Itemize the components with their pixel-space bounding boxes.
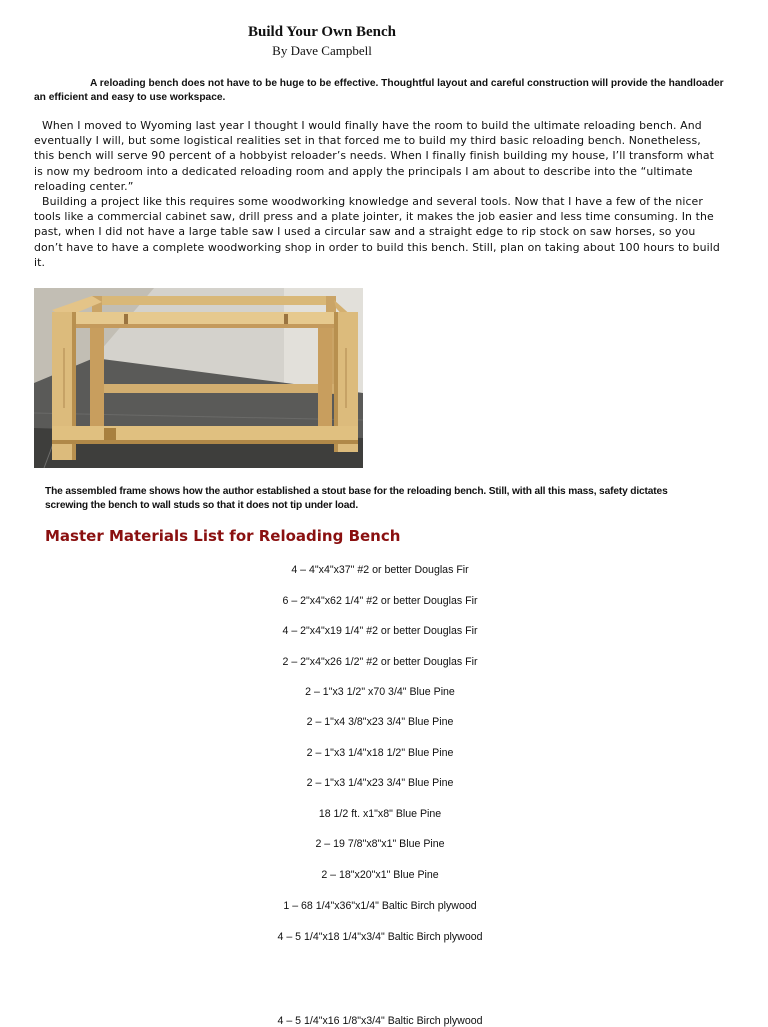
material-item: 18 1/2 ft. x1"x8" Blue Pine (318, 808, 442, 820)
material-item: 2 – 19 7/8"x8"x1" Blue Pine (315, 838, 445, 850)
material-item: 2 – 1"x4 3/8"x23 3/4" Blue Pine (306, 716, 454, 728)
body-paragraph: Building a project like this requires some woodworking knowledge and several tools. Now that I have a few of the nicer tools like a commercial cabinet saw, drill press and a plate jointer, it makes the job easier and less time consuming. In the past, when I did not have a large table saw I used a circular saw and a straight edge to rip stock on saw horses, so you don’t have to have a complete woodworking shop in order to build this bench. Still, plan on taking about 100 hours to build it. (34, 195, 720, 269)
article-intro: A reloading bench does not have to be huge to be effective. Thoughtful layout and careful construction will provide the handloader an efficient and easy to use workspace. (34, 78, 724, 103)
material-item: 4 – 4"x4"x37" #2 or better Douglas Fir (291, 564, 469, 576)
material-item: 2 – 1"x3 1/4"x18 1/2" Blue Pine (306, 747, 454, 759)
bench-frame-illustration (34, 288, 363, 468)
material-item: 2 – 18"x20"x1" Blue Pine (321, 869, 439, 881)
material-item: 4 – 2"x4"x19 1/4" #2 or better Douglas Fir (282, 625, 478, 637)
article-byline: By Dave Campbell (272, 43, 372, 58)
article-body (34, 118, 724, 270)
material-item: 2 – 2"x4"x26 1/2" #2 or better Douglas Fir (282, 656, 478, 668)
photo-caption: The assembled frame shows how the author established a stout base for the reloading bench. Still, with all this mass, safety dictates screwing the bench to wall studs so that it does not tip under load. (45, 486, 668, 511)
material-item: 2 – 1"x3 1/2" x70 3/4" Blue Pine (305, 686, 455, 698)
bench-frame-photo (34, 288, 363, 468)
material-item: 4 – 5 1/4"x18 1/4"x3/4" Baltic Birch plywood (277, 931, 483, 943)
material-item: 1 – 68 1/4"x36"x1/4" Baltic Birch plywood (283, 900, 477, 912)
material-item: 4 – 5 1/4"x16 1/8"x3/4" Baltic Birch plywood (277, 1015, 483, 1027)
material-item: 6 – 2"x4"x62 1/4" #2 or better Douglas Fir (282, 595, 478, 607)
article-title: Build Your Own Bench (248, 24, 396, 40)
material-item: 2 – 1"x3 1/4"x23 3/4" Blue Pine (306, 777, 454, 789)
body-paragraph: When I moved to Wyoming last year I thought I would finally have the room to build the ultimate reloading bench. And eventually I will, but some logistical realities set in that forced me to build my third basic reloading bench. Nonetheless, this bench will serve 90 percent of a hobbyist reloader’s needs. When I finally finish building my house, I’ll transform what is now my bedroom into a dedicated reloading room and apply the principals I am about to describe into the “ultimate reloading center.” (34, 119, 715, 193)
materials-heading: Master Materials List for Reloading Bench (45, 527, 401, 545)
